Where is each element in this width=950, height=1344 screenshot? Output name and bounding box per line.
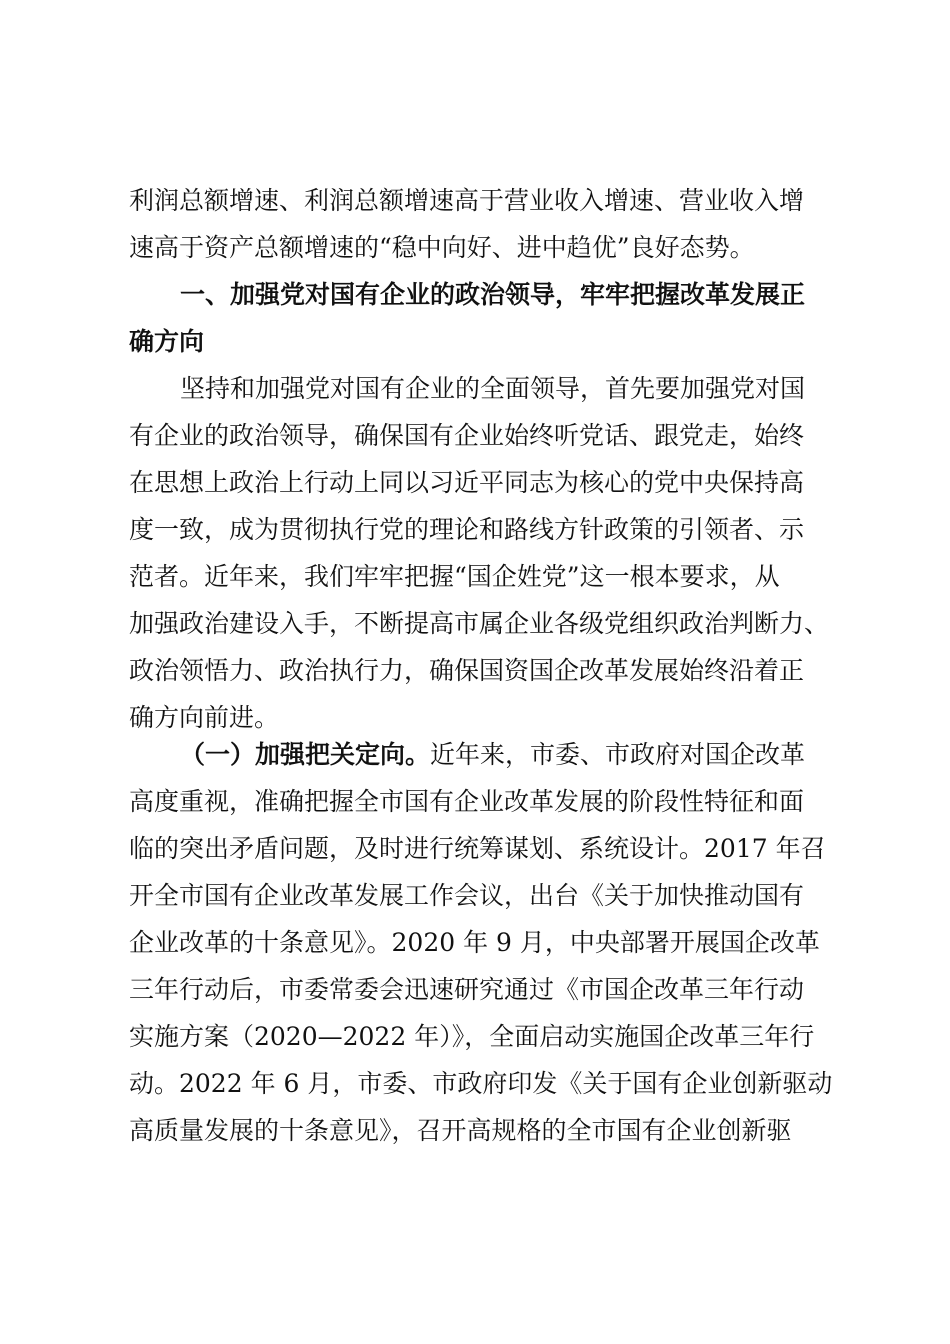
subsection-line-9: 高质量发展的十条意见》，召开高规格的全市国有企业创新驱	[129, 1116, 792, 1145]
subsection-line-4: 开全市国有企业改革发展工作会议，出台《关于加快推动国有	[129, 881, 805, 910]
intro-line-2: 速高于资产总额增速的“稳中向好、进中趋优”良好态势。	[129, 233, 755, 262]
paragraph-line-5: 范者。近年来，我们牢牢把握“国企姓党”这一根本要求，从	[129, 562, 780, 591]
subsection-line-3: 临的突出矛盾问题，及时进行统筹谋划、系统设计。2017 年召	[129, 834, 826, 863]
subsection-line-2: 高度重视，准确把握全市国有企业改革发展的阶段性特征和面	[129, 787, 805, 816]
paragraph-line-2: 有企业的政治领导，确保国有企业始终听党话、跟党走，始终	[129, 421, 805, 450]
paragraph-line-7: 政治领悟力、政治执行力，确保国资国企改革发展始终沿着正	[129, 656, 805, 685]
paragraph-line-8: 确方向前进。	[129, 703, 280, 732]
subsection-line-5: 企业改革的十条意见》。2020 年 9 月，中央部署开展国企改革	[129, 928, 820, 957]
section-heading-line-2: 确方向	[129, 327, 205, 356]
paragraph-line-3: 在思想上政治上行动上同以习近平同志为核心的党中央保持高	[129, 468, 805, 497]
subsection-line-6: 三年行动后，市委常委会迅速研究通过《市国企改革三年行动	[129, 975, 805, 1004]
paragraph-line-1: 坚持和加强党对国有企业的全面领导，首先要加强党对国	[180, 374, 806, 403]
subsection-line-8: 动。2022 年 6 月，市委、市政府印发《关于国有企业创新驱动	[129, 1069, 833, 1098]
paragraph-line-6: 加强政治建设入手，不断提高市属企业各级党组织政治判断力、	[129, 609, 830, 638]
paragraph-line-4: 度一致，成为贯彻执行党的理论和路线方针政策的引领者、示	[129, 515, 805, 544]
subsection-first-line	[180, 740, 805, 770]
subsection-first-line-rest: 近年来，市委、市政府对国企改革	[430, 740, 806, 769]
subsection-line-7: 实施方案（2020—2022 年）》，全面启动实施国企改革三年行	[129, 1022, 815, 1051]
intro-line-1: 利润总额增速、利润总额增速高于营业收入增速、营业收入增	[129, 186, 805, 215]
section-heading-line-1: 一、加强党对国有企业的政治领导，牢牢把握改革发展正	[180, 280, 806, 309]
subsection-lead: （一）加强把关定向。	[180, 740, 431, 769]
